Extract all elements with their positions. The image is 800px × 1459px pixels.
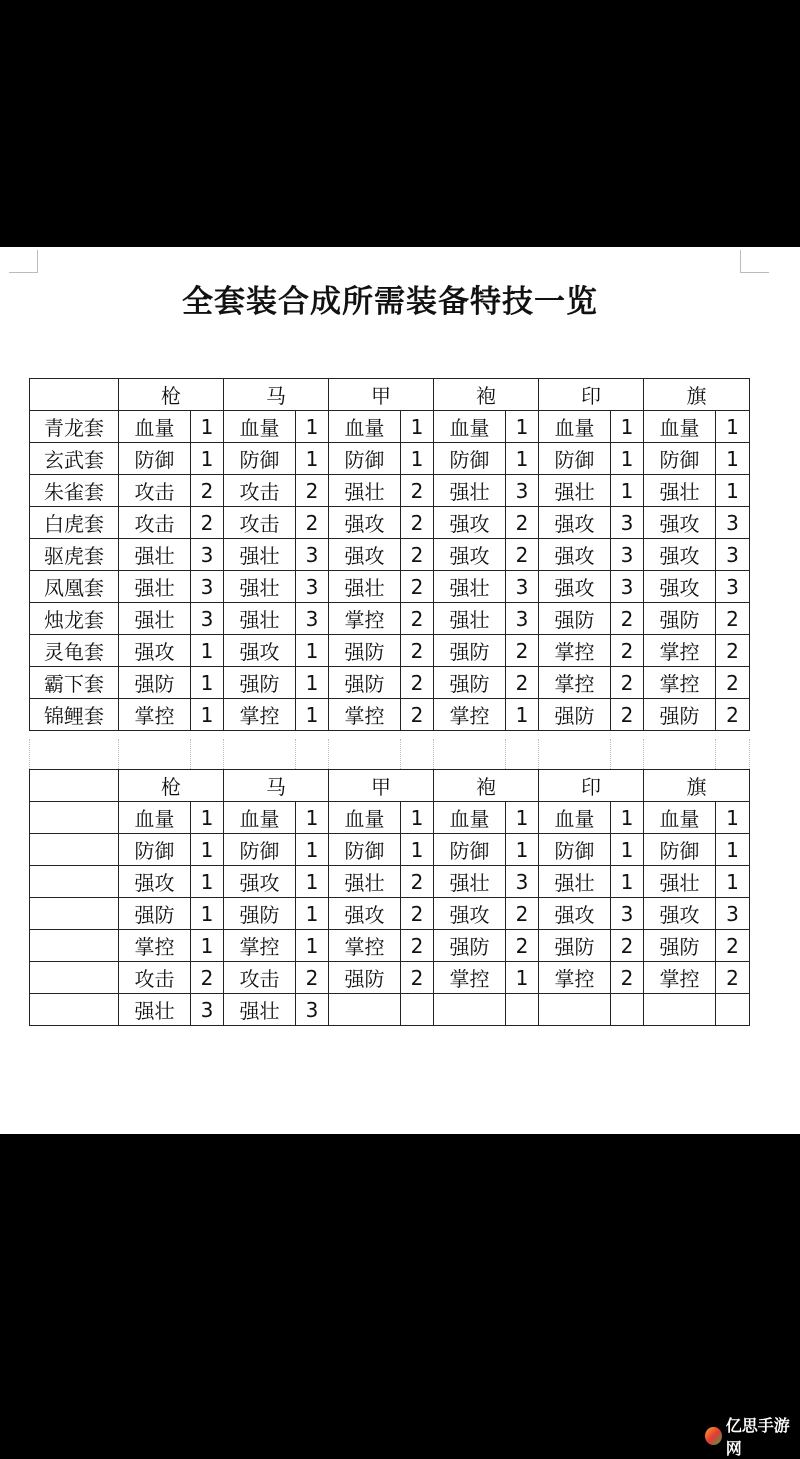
level-cell: 1 xyxy=(296,667,329,699)
spacer-gridline xyxy=(715,739,716,769)
table-row xyxy=(30,834,750,866)
level-cell: 3 xyxy=(611,539,644,571)
level-cell: 1 xyxy=(191,443,224,475)
skill-cell: 防御 xyxy=(644,834,716,866)
level-cell: 2 xyxy=(506,667,539,699)
table-row xyxy=(30,994,750,1026)
table-row xyxy=(30,635,750,667)
level-cell: 1 xyxy=(611,475,644,507)
skill-cell: 强壮 xyxy=(539,866,611,898)
level-cell: 2 xyxy=(296,475,329,507)
level-cell: 3 xyxy=(191,539,224,571)
skill-cell: 防御 xyxy=(539,443,611,475)
skill-cell: 防御 xyxy=(329,834,401,866)
suit-name-cell: 青龙套 xyxy=(30,411,119,443)
column-header: 枪 xyxy=(119,770,224,802)
column-header: 马 xyxy=(224,379,329,411)
skill-cell: 强壮 xyxy=(224,603,296,635)
spacer-gridline xyxy=(400,739,401,769)
column-header: 枪 xyxy=(119,379,224,411)
skill-cell: 掌控 xyxy=(224,699,296,731)
level-cell: 2 xyxy=(401,866,434,898)
spacer-gridline xyxy=(223,739,224,769)
page-title: 全套装合成所需装备特技一览 xyxy=(182,284,598,320)
skill-cell: 血量 xyxy=(434,802,506,834)
skill-cell: 强防 xyxy=(329,962,401,994)
column-header: 袍 xyxy=(434,379,539,411)
skill-cell: 掌控 xyxy=(224,930,296,962)
skill-cell: 强壮 xyxy=(539,475,611,507)
skill-cell: 防御 xyxy=(119,443,191,475)
table-row xyxy=(30,507,750,539)
skill-cell: 强攻 xyxy=(329,507,401,539)
skill-cell: 防御 xyxy=(224,443,296,475)
level-cell: 1 xyxy=(191,898,224,930)
skill-cell: 强防 xyxy=(119,667,191,699)
level-cell: 1 xyxy=(611,802,644,834)
level-cell: 1 xyxy=(296,699,329,731)
skill-cell: 强攻 xyxy=(224,635,296,667)
spacer-gridline xyxy=(610,739,611,769)
level-cell: 2 xyxy=(716,667,750,699)
skill-cell: 强攻 xyxy=(644,507,716,539)
skill-cell: 攻击 xyxy=(224,507,296,539)
skill-cell: 强攻 xyxy=(329,898,401,930)
level-cell: 1 xyxy=(506,834,539,866)
level-cell: 2 xyxy=(191,475,224,507)
skill-cell: 强防 xyxy=(539,930,611,962)
page-corner-mark-left xyxy=(9,250,38,273)
skill-cell: 攻击 xyxy=(224,962,296,994)
watermark xyxy=(705,1413,800,1459)
level-cell: 2 xyxy=(506,539,539,571)
skill-cell: 掌控 xyxy=(644,635,716,667)
level-cell: 2 xyxy=(611,635,644,667)
table-row xyxy=(30,539,750,571)
level-cell: 2 xyxy=(506,930,539,962)
spacer-gridline xyxy=(433,739,434,769)
level-cell: 1 xyxy=(506,699,539,731)
column-header: 甲 xyxy=(329,379,434,411)
level-cell: 3 xyxy=(296,994,329,1026)
level-cell: 2 xyxy=(401,635,434,667)
level-cell: 1 xyxy=(296,834,329,866)
skill-cell: 强壮 xyxy=(119,571,191,603)
table-row xyxy=(30,866,750,898)
level-cell: 3 xyxy=(716,898,750,930)
skill-cell: 强防 xyxy=(119,898,191,930)
skill-cell: 强防 xyxy=(539,699,611,731)
skill-cell: 血量 xyxy=(434,411,506,443)
skill-cell: 强壮 xyxy=(119,539,191,571)
level-cell: 3 xyxy=(506,603,539,635)
skill-cell: 强攻 xyxy=(539,507,611,539)
skill-cell: 血量 xyxy=(329,802,401,834)
skill-cell: 血量 xyxy=(224,411,296,443)
skill-cell xyxy=(539,994,611,1026)
skill-cell: 强壮 xyxy=(224,994,296,1026)
level-cell: 2 xyxy=(611,699,644,731)
level-cell: 1 xyxy=(611,443,644,475)
level-cell xyxy=(716,994,750,1026)
level-cell: 2 xyxy=(401,571,434,603)
level-cell: 1 xyxy=(506,962,539,994)
level-cell: 1 xyxy=(506,443,539,475)
level-cell: 2 xyxy=(296,962,329,994)
skill-cell: 强防 xyxy=(644,930,716,962)
level-cell: 2 xyxy=(296,507,329,539)
level-cell: 3 xyxy=(191,603,224,635)
level-cell: 2 xyxy=(716,930,750,962)
skill-cell: 血量 xyxy=(644,411,716,443)
skill-cell: 强防 xyxy=(329,667,401,699)
header-row xyxy=(30,379,750,411)
skill-cell xyxy=(644,994,716,1026)
level-cell: 1 xyxy=(506,802,539,834)
spacer-gridline xyxy=(749,739,750,769)
level-cell: 2 xyxy=(401,539,434,571)
table-row xyxy=(30,930,750,962)
skill-cell: 掌控 xyxy=(329,699,401,731)
level-cell: 1 xyxy=(716,834,750,866)
suit-skill-table-2 xyxy=(29,769,750,1026)
level-cell: 1 xyxy=(611,834,644,866)
skill-cell: 强壮 xyxy=(329,475,401,507)
level-cell xyxy=(506,994,539,1026)
level-cell: 1 xyxy=(296,635,329,667)
suit-name-cell xyxy=(30,930,119,962)
skill-cell: 掌控 xyxy=(644,667,716,699)
level-cell: 2 xyxy=(716,603,750,635)
level-cell: 1 xyxy=(401,802,434,834)
level-cell: 2 xyxy=(506,898,539,930)
skill-cell: 强攻 xyxy=(434,507,506,539)
skill-cell: 掌控 xyxy=(644,962,716,994)
skill-cell: 掌控 xyxy=(434,699,506,731)
skill-cell: 强防 xyxy=(434,930,506,962)
skill-cell: 掌控 xyxy=(329,603,401,635)
level-cell: 1 xyxy=(191,667,224,699)
level-cell: 3 xyxy=(716,539,750,571)
skill-cell: 防御 xyxy=(434,834,506,866)
skill-cell: 强壮 xyxy=(224,539,296,571)
skill-cell: 强攻 xyxy=(644,571,716,603)
skill-cell: 攻击 xyxy=(119,962,191,994)
level-cell: 2 xyxy=(611,667,644,699)
level-cell: 1 xyxy=(716,866,750,898)
skill-cell: 强壮 xyxy=(434,603,506,635)
skill-cell: 强壮 xyxy=(644,866,716,898)
skill-cell: 强攻 xyxy=(119,635,191,667)
skill-cell: 掌控 xyxy=(539,635,611,667)
level-cell: 2 xyxy=(506,507,539,539)
level-cell: 1 xyxy=(296,411,329,443)
level-cell: 1 xyxy=(296,930,329,962)
level-cell: 2 xyxy=(611,603,644,635)
spacer-gridline xyxy=(190,739,191,769)
level-cell: 3 xyxy=(191,994,224,1026)
suit-name-cell: 白虎套 xyxy=(30,507,119,539)
level-cell: 3 xyxy=(716,507,750,539)
site-logo-icon xyxy=(705,1427,722,1445)
table-row xyxy=(30,603,750,635)
skill-cell: 强防 xyxy=(224,898,296,930)
skill-cell: 掌控 xyxy=(539,962,611,994)
suit-name-cell: 锦鲤套 xyxy=(30,699,119,731)
table-row xyxy=(30,802,750,834)
table-row xyxy=(30,667,750,699)
skill-cell: 强攻 xyxy=(434,539,506,571)
skill-cell xyxy=(329,994,401,1026)
table-row xyxy=(30,962,750,994)
spacer-gridline xyxy=(118,739,119,769)
table-row xyxy=(30,898,750,930)
skill-cell: 强防 xyxy=(644,699,716,731)
column-header: 马 xyxy=(224,770,329,802)
level-cell: 1 xyxy=(611,411,644,443)
skill-cell: 强壮 xyxy=(434,866,506,898)
skill-cell: 防御 xyxy=(329,443,401,475)
level-cell: 2 xyxy=(401,667,434,699)
spacer-gridline xyxy=(643,739,644,769)
column-header: 旗 xyxy=(644,379,750,411)
column-header: 旗 xyxy=(644,770,750,802)
skill-cell: 血量 xyxy=(539,802,611,834)
page-corner-mark-right xyxy=(740,250,769,273)
skill-cell: 强防 xyxy=(539,603,611,635)
level-cell: 3 xyxy=(506,571,539,603)
suit-name-cell: 驱虎套 xyxy=(30,539,119,571)
suit-name-cell: 玄武套 xyxy=(30,443,119,475)
level-cell: 1 xyxy=(716,475,750,507)
level-cell: 2 xyxy=(401,699,434,731)
level-cell: 2 xyxy=(401,603,434,635)
level-cell: 1 xyxy=(191,866,224,898)
suit-name-cell xyxy=(30,898,119,930)
level-cell xyxy=(611,994,644,1026)
level-cell: 2 xyxy=(716,635,750,667)
level-cell: 3 xyxy=(611,571,644,603)
level-cell: 2 xyxy=(716,699,750,731)
level-cell: 3 xyxy=(296,539,329,571)
suit-name-cell xyxy=(30,994,119,1026)
skill-cell: 掌控 xyxy=(329,930,401,962)
level-cell: 2 xyxy=(191,507,224,539)
skill-cell: 攻击 xyxy=(224,475,296,507)
skill-cell: 强攻 xyxy=(539,571,611,603)
level-cell: 1 xyxy=(191,802,224,834)
level-cell: 2 xyxy=(191,962,224,994)
level-cell: 1 xyxy=(191,635,224,667)
skill-cell: 攻击 xyxy=(119,507,191,539)
skill-cell: 防御 xyxy=(119,834,191,866)
level-cell: 2 xyxy=(506,635,539,667)
spacer-gridline xyxy=(538,739,539,769)
table-row xyxy=(30,571,750,603)
skill-cell: 强攻 xyxy=(644,898,716,930)
level-cell: 3 xyxy=(611,898,644,930)
suit-name-cell xyxy=(30,802,119,834)
watermark-text: 亿思手游网 xyxy=(725,1416,790,1458)
skill-cell: 强壮 xyxy=(329,571,401,603)
skill-cell: 掌控 xyxy=(539,667,611,699)
level-cell: 1 xyxy=(401,834,434,866)
suit-name-cell: 凤凰套 xyxy=(30,571,119,603)
level-cell: 2 xyxy=(401,475,434,507)
column-header: 甲 xyxy=(329,770,434,802)
level-cell: 1 xyxy=(296,866,329,898)
skill-cell: 强攻 xyxy=(224,866,296,898)
skill-cell: 血量 xyxy=(119,802,191,834)
spacer-gridline xyxy=(328,739,329,769)
skill-cell: 强壮 xyxy=(434,571,506,603)
level-cell: 3 xyxy=(296,571,329,603)
skill-cell: 强防 xyxy=(644,603,716,635)
suit-name-cell: 朱雀套 xyxy=(30,475,119,507)
level-cell: 3 xyxy=(296,603,329,635)
level-cell: 1 xyxy=(296,898,329,930)
level-cell: 1 xyxy=(401,411,434,443)
suit-name-cell xyxy=(30,962,119,994)
skill-cell: 血量 xyxy=(224,802,296,834)
column-header: 印 xyxy=(539,379,644,411)
level-cell: 1 xyxy=(716,411,750,443)
skill-cell: 血量 xyxy=(329,411,401,443)
level-cell: 3 xyxy=(716,571,750,603)
skill-cell: 防御 xyxy=(644,443,716,475)
table-row xyxy=(30,475,750,507)
level-cell: 3 xyxy=(506,475,539,507)
level-cell: 1 xyxy=(191,411,224,443)
skill-cell: 强壮 xyxy=(119,603,191,635)
header-corner-cell xyxy=(30,770,119,802)
column-header: 袍 xyxy=(434,770,539,802)
level-cell xyxy=(401,994,434,1026)
table-row xyxy=(30,699,750,731)
spacer-gridline xyxy=(505,739,506,769)
suit-name-cell xyxy=(30,866,119,898)
level-cell: 3 xyxy=(611,507,644,539)
header-corner-cell xyxy=(30,379,119,411)
skill-cell: 强攻 xyxy=(644,539,716,571)
table-row xyxy=(30,411,750,443)
level-cell: 1 xyxy=(716,802,750,834)
skill-cell: 防御 xyxy=(539,834,611,866)
skill-cell: 强攻 xyxy=(539,898,611,930)
skill-cell: 强防 xyxy=(224,667,296,699)
skill-cell: 强防 xyxy=(329,635,401,667)
suit-name-cell: 烛龙套 xyxy=(30,603,119,635)
header-row xyxy=(30,770,750,802)
suit-skill-table-1 xyxy=(29,378,750,731)
level-cell: 1 xyxy=(401,443,434,475)
level-cell: 3 xyxy=(506,866,539,898)
skill-cell: 防御 xyxy=(224,834,296,866)
suit-name-cell: 灵龟套 xyxy=(30,635,119,667)
skill-cell: 强壮 xyxy=(224,571,296,603)
skill-cell: 防御 xyxy=(434,443,506,475)
skill-cell: 强壮 xyxy=(119,994,191,1026)
skill-cell: 强壮 xyxy=(434,475,506,507)
spacer-gridline xyxy=(295,739,296,769)
skill-cell: 血量 xyxy=(644,802,716,834)
skill-cell: 强防 xyxy=(434,667,506,699)
column-header: 印 xyxy=(539,770,644,802)
suit-name-cell xyxy=(30,834,119,866)
table-row xyxy=(30,443,750,475)
skill-cell: 强攻 xyxy=(434,898,506,930)
level-cell: 2 xyxy=(401,930,434,962)
skill-cell xyxy=(434,994,506,1026)
skill-cell: 强壮 xyxy=(644,475,716,507)
level-cell: 1 xyxy=(296,443,329,475)
level-cell: 2 xyxy=(401,507,434,539)
level-cell: 1 xyxy=(191,699,224,731)
suit-name-cell: 霸下套 xyxy=(30,667,119,699)
skill-cell: 掌控 xyxy=(119,930,191,962)
level-cell: 2 xyxy=(611,930,644,962)
skill-cell: 掌控 xyxy=(434,962,506,994)
level-cell: 3 xyxy=(191,571,224,603)
skill-cell: 攻击 xyxy=(119,475,191,507)
level-cell: 1 xyxy=(506,411,539,443)
level-cell: 1 xyxy=(191,930,224,962)
level-cell: 1 xyxy=(611,866,644,898)
level-cell: 1 xyxy=(296,802,329,834)
skill-cell: 强防 xyxy=(434,635,506,667)
level-cell: 2 xyxy=(401,962,434,994)
spacer-gridline xyxy=(29,739,30,769)
level-cell: 2 xyxy=(716,962,750,994)
skill-cell: 血量 xyxy=(539,411,611,443)
skill-cell: 强攻 xyxy=(119,866,191,898)
skill-cell: 强壮 xyxy=(329,866,401,898)
level-cell: 1 xyxy=(191,834,224,866)
skill-cell: 强攻 xyxy=(329,539,401,571)
level-cell: 2 xyxy=(611,962,644,994)
skill-cell: 掌控 xyxy=(119,699,191,731)
table-spacer-row xyxy=(29,739,749,769)
level-cell: 1 xyxy=(716,443,750,475)
skill-cell: 强攻 xyxy=(539,539,611,571)
skill-cell: 血量 xyxy=(119,411,191,443)
level-cell: 2 xyxy=(401,898,434,930)
